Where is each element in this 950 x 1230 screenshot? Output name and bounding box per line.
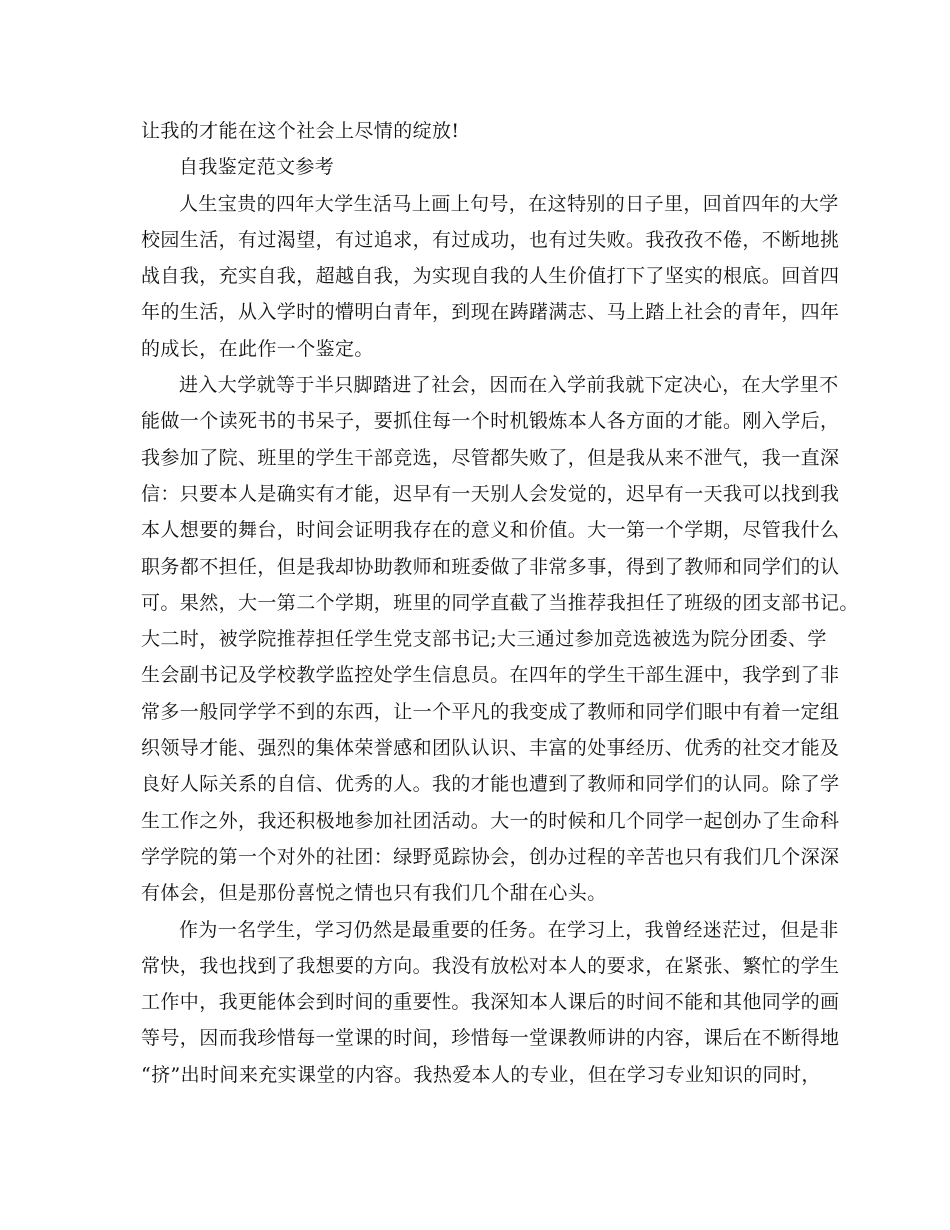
text-line: 进入大学就等于半只脚踏进了社会，因而在入学前我就下定决心，在大学里不 (179, 374, 839, 397)
text-line: 良好人际关系的自信、优秀的人。我的才能也遭到了教师和同学们的认同。除了学 (141, 773, 840, 796)
text-line: 年的生活，从入学时的懵明白青年，到现在踌躇满志、马上踏上社会的青年，四年 (141, 301, 840, 324)
text-line: 生会副书记及学校教学监控处学生信息员。在四年的学生干部生涯中，我学到了非 (141, 664, 840, 687)
text-line: 人生宝贵的四年大学生活马上画上句号，在这特别的日子里，回首四年的大学 (179, 192, 839, 215)
section-heading: 自我鉴定范文参考 (179, 156, 335, 179)
text-line: 有体会，但是那份喜悦之情也只有我们几个甜在心头。 (141, 882, 607, 905)
text-line: 本人想要的舞台，时间会证明我存在的意义和价值。大一第一个学期，尽管我什么 (141, 519, 840, 542)
text-line: 我参加了院、班里的学生干部竞选，尽管都失败了，但是我从来不泄气，我一直深 (141, 446, 840, 469)
document-body (141, 113, 859, 1093)
text-line: 战自我，充实自我，超越自我，为实现自我的人生价值打下了坚实的根底。回首四 (141, 265, 840, 288)
text-line: “挤”出时间来充实课堂的内容。我热爱本人的专业，但在学习专业知识的同时， (141, 1063, 821, 1086)
text-line: 织领导才能、强烈的集体荣誉感和团队认识、丰富的处事经历、优秀的社交才能及 (141, 737, 840, 760)
text-line: 作为一名学生，学习仍然是最重要的任务。在学习上，我曾经迷茫过，但是非 (179, 918, 839, 941)
text-line: 信：只要本人是确实有才能，迟早有一天别人会发觉的，迟早有一天我可以找到我 (141, 482, 840, 505)
text-line: 可。果然，大一第二个学期，班里的同学直截了当推荐我担任了班级的团支部书记。 (141, 591, 859, 614)
text-line: 生工作之外，我还积极地参加社团活动。大一的时候和几个同学一起创办了生命科 (141, 809, 840, 832)
text-line: 能做一个读死书的书呆子，要抓住每一个时机锻炼本人各方面的才能。刚入学后， (141, 410, 840, 433)
text-line: 常多一般同学学不到的东西，让一个平凡的我变成了教师和同学们眼中有着一定组 (141, 700, 840, 723)
text-line: 校园生活，有过渴望，有过追求，有过成功，也有过失败。我孜孜不倦，不断地挑 (141, 228, 840, 251)
text-line: 学学院的第一个对外的社团：绿野觅踪协会，创办过程的辛苦也只有我们几个深深 (141, 845, 840, 868)
text-line: 职务都不担任，但是我却协助教师和班委做了非常多事，得到了教师和同学们的认 (141, 555, 840, 578)
text-line: 工作中，我更能体会到时间的重要性。我深知本人课后的时间不能和其他同学的画 (141, 991, 840, 1014)
text-line: 让我的才能在这个社会上尽情的绽放! (141, 120, 460, 142)
text-line: 的成长，在此作一个鉴定。 (141, 337, 374, 360)
text-line: 大二时，被学院推荐担任学生党支部书记;大三通过参加竞选被选为院分团委、学 (141, 628, 827, 651)
text-line: 等号，因而我珍惜每一堂课的时间，珍惜每一堂课教师讲的内容，课后在不断得地 (141, 1027, 840, 1050)
text-line: 常快，我也找到了我想要的方向。我没有放松对本人的要求，在紧张、繁忙的学生 (141, 954, 840, 977)
